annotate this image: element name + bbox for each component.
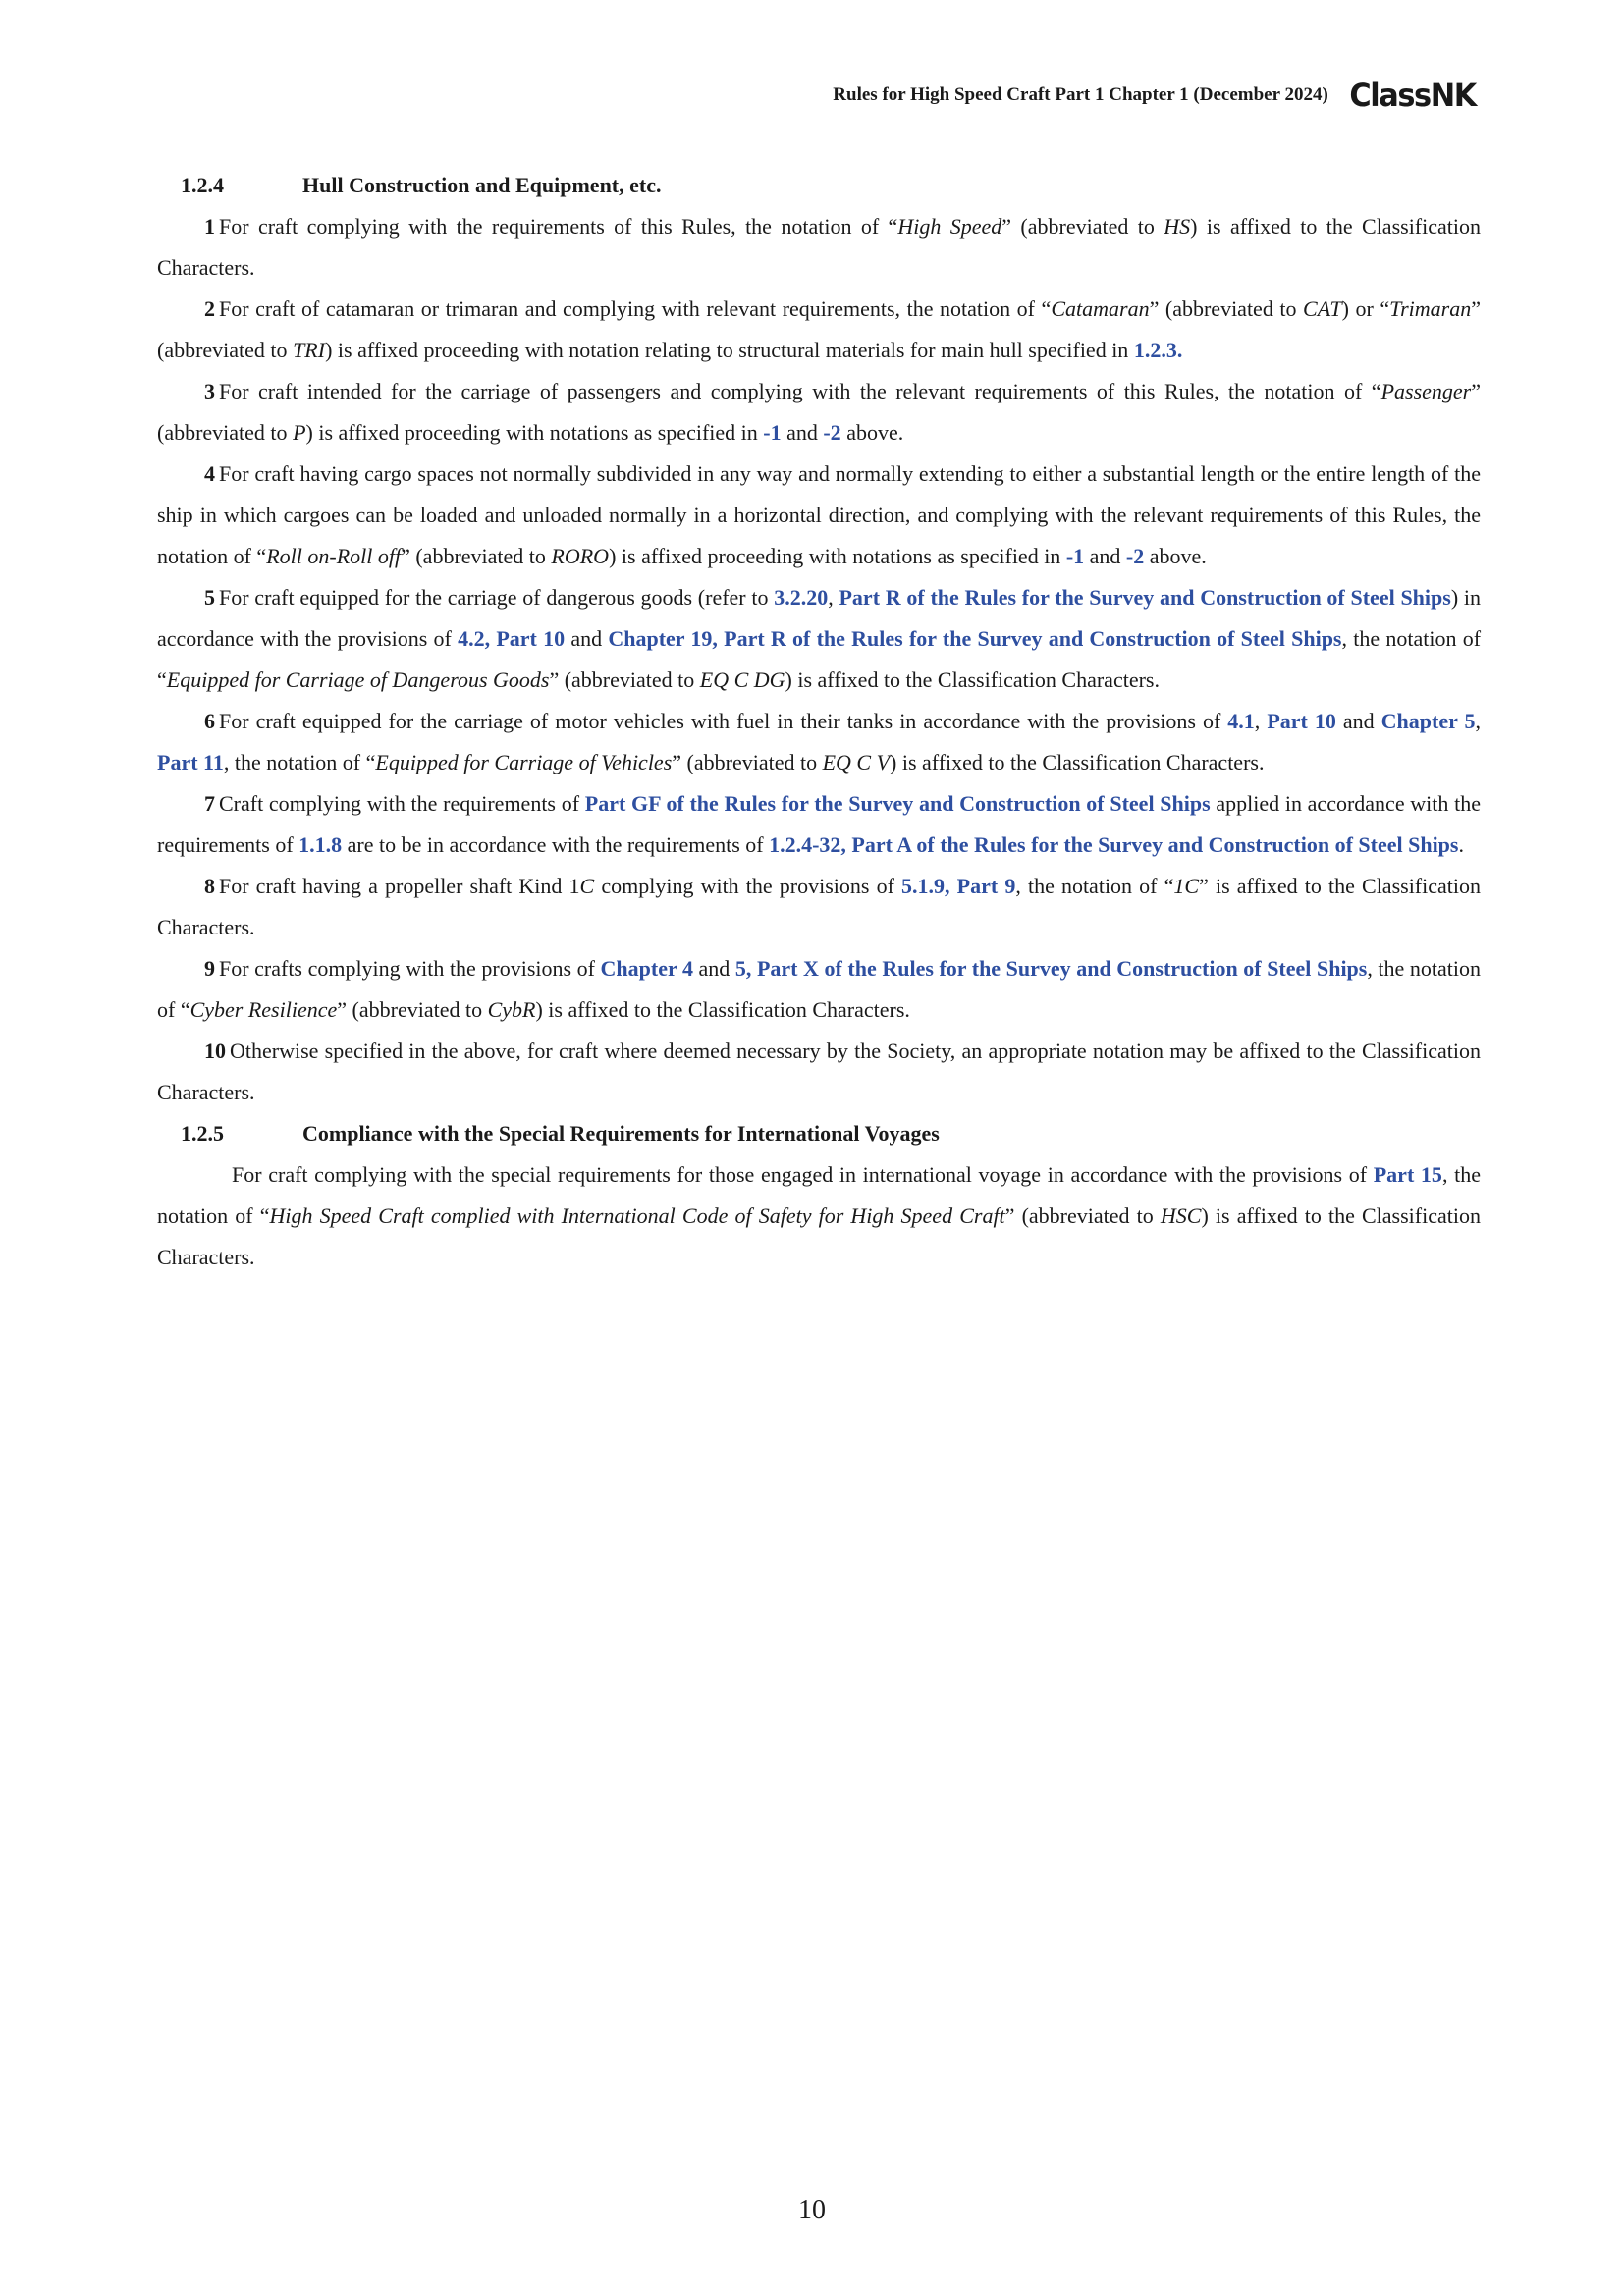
section-title: Hull Construction and Equipment, etc.	[302, 173, 662, 197]
text: Craft complying with the requirements of	[219, 791, 585, 816]
paragraph-1-2-5	[157, 1154, 1481, 1278]
notation-abbr: EQ C DG	[699, 667, 785, 692]
text: ” (abbreviated to	[549, 667, 700, 692]
text: , the notation of “	[157, 1162, 1481, 1228]
cross-reference-link[interactable]: Part R of the Rules for the Survey and Construction of Steel Ships	[839, 585, 1451, 610]
page-number: 10	[798, 2195, 826, 2225]
text: complying with the provisions of	[594, 874, 902, 898]
notation-abbr: TRI	[293, 338, 326, 362]
text: For craft equipped for the carriage of dangerous goods (refer to	[219, 585, 775, 610]
text: ) is affixed to the Classification Characters.	[157, 1203, 1481, 1269]
cross-reference-link[interactable]: Part 15	[1373, 1162, 1442, 1187]
text: ) or “	[1341, 296, 1390, 321]
paragraph-number: 1	[204, 214, 215, 239]
text: ” (abbreviated to	[157, 296, 1482, 362]
text: applied in accordance with the requirements of	[157, 791, 1481, 857]
text: are to be in accordance with the requirements of	[342, 832, 770, 857]
paragraph-number: 7	[204, 791, 215, 816]
cross-reference-link[interactable]: Part 11	[157, 750, 224, 774]
section-heading-1-2-5	[181, 1113, 1481, 1154]
notation-abbr: HS	[1164, 214, 1191, 239]
notation-name: Equipped for Carriage of Dangerous Goods	[166, 667, 550, 692]
cross-reference-link[interactable]: 3.2.20	[774, 585, 829, 610]
notation-abbr: CybR	[487, 997, 536, 1022]
paragraph-5	[157, 577, 1481, 701]
text: ) is affixed proceeding with notations as specified in	[609, 544, 1066, 568]
paragraph-number: 3	[204, 379, 215, 403]
paragraph-1	[157, 206, 1481, 289]
notation-abbr: P	[293, 420, 306, 445]
text: Otherwise specified in the above, for craft where deemed necessary by the Society, an appropriate notation may be affixed to the Classification Characters.	[157, 1039, 1481, 1104]
text: For craft complying with the requirements of this Rules, the notation of “	[219, 214, 898, 239]
text: For craft intended for the carriage of passengers and complying with the relevant requirements of this Rules, the notation of “	[219, 379, 1381, 403]
paragraph-number: 2	[204, 296, 215, 321]
paragraph-2	[157, 289, 1481, 371]
text: ” is affixed to the Classification Characters.	[157, 874, 1481, 939]
paragraph-number: 6	[204, 709, 215, 733]
document-body	[157, 165, 1481, 1278]
paragraph-number: 9	[204, 956, 215, 981]
paragraph-9	[157, 948, 1481, 1031]
paragraph-7	[157, 783, 1481, 866]
text: ,	[1475, 709, 1481, 733]
section-number: 1.2.4	[181, 173, 224, 197]
text: For craft equipped for the carriage of motor vehicles with fuel in their tanks in accordance with the provisions of	[219, 709, 1228, 733]
page-header	[833, 77, 1479, 114]
notation-name: Trimaran	[1389, 296, 1472, 321]
text: and	[1335, 709, 1381, 733]
cross-reference-link[interactable]: 1.2.4-32, Part A of the Rules for the Survey and Construction of Steel Ships	[769, 832, 1459, 857]
text: .	[1458, 832, 1464, 857]
text: and	[1084, 544, 1126, 568]
text: above.	[1144, 544, 1207, 568]
classnk-logo: ClassNK	[1349, 77, 1476, 114]
text: For craft having cargo spaces not normally subdivided in any way and normally extending to either a substantial length or the entire length of the ship in which cargoes can be loaded and unloaded normally in a horizontal direction, and complying with the relevant requirements of this Rules, the notation of “	[157, 461, 1481, 568]
section-title: Compliance with the Special Requirements for International Voyages	[302, 1121, 940, 1146]
text: , the notation of “	[157, 626, 1482, 692]
text: ) is affixed to the Classification Characters.	[157, 214, 1481, 280]
notation-abbr: CAT	[1303, 296, 1342, 321]
notation-name: Passenger	[1380, 379, 1472, 403]
text: For craft having a propeller shaft Kind 1	[219, 874, 580, 898]
text: ” (abbreviated to	[337, 997, 488, 1022]
paragraph-3	[157, 371, 1481, 454]
cross-reference-link[interactable]: 1.2.3.	[1133, 338, 1183, 362]
notation-abbr: EQ C V	[822, 750, 891, 774]
paragraph-number: 8	[204, 874, 215, 898]
text: ” (abbreviated to	[1004, 1203, 1161, 1228]
cross-reference-link[interactable]: 1.1.8	[298, 832, 343, 857]
notation-name: Roll on-Roll off	[266, 544, 402, 568]
notation-name: High Speed Craft complied with International Code of Safety for High Speed Craft	[269, 1203, 1005, 1228]
text: , the notation of “	[1015, 874, 1174, 898]
notation-abbr: RORO	[551, 544, 610, 568]
cross-reference-link[interactable]: -2	[823, 420, 841, 445]
text: ) is affixed proceeding with notation relating to structural materials for main hull specified in	[325, 338, 1134, 362]
paragraph-8	[157, 866, 1481, 948]
text: For crafts complying with the provisions of	[219, 956, 601, 981]
cross-reference-link[interactable]: 5, Part X of the Rules for the Survey and Construction of Steel Ships	[734, 956, 1368, 981]
text: , the notation of “	[223, 750, 376, 774]
section-heading-1-2-4	[181, 165, 1481, 206]
cross-reference-link[interactable]: Part 10	[1267, 709, 1336, 733]
cross-reference-link[interactable]: 4.1	[1227, 709, 1255, 733]
text: above.	[840, 420, 904, 445]
cross-reference-link[interactable]: -1	[1065, 544, 1085, 568]
text: and	[692, 956, 735, 981]
italic-text: C	[579, 874, 595, 898]
notation-abbr: HSC	[1160, 1203, 1202, 1228]
text: ,	[1254, 709, 1268, 733]
cross-reference-link[interactable]: -1	[763, 420, 782, 445]
text: , the notation of “	[157, 956, 1481, 1022]
paragraph-4	[157, 454, 1481, 577]
paragraph-10	[157, 1031, 1481, 1113]
text: ” (abbreviated to	[401, 544, 552, 568]
text: and	[781, 420, 824, 445]
text: ” (abbreviated to	[1149, 296, 1304, 321]
text: ” (abbreviated to	[1001, 214, 1164, 239]
notation-name: Cyber Resilience	[189, 997, 338, 1022]
text: ) in accordance with the provisions of	[157, 585, 1482, 651]
section-number: 1.2.5	[181, 1121, 224, 1146]
text: and	[565, 626, 609, 651]
paragraph-number: 10	[204, 1039, 226, 1063]
cross-reference-link[interactable]: Chapter 19, Part R of the Rules for the Survey and Construction of Steel Ships	[608, 626, 1342, 651]
paragraph-number: 5	[204, 585, 215, 610]
text: For craft complying with the special requirements for those engaged in international voyage in accordance with the provisions of	[232, 1162, 1374, 1187]
cross-reference-link[interactable]: Chapter 5	[1380, 709, 1476, 733]
text: ) is affixed to the Classification Characters.	[785, 667, 1160, 692]
notation-name: High Speed	[897, 214, 1002, 239]
notation-name: Equipped for Carriage of Vehicles	[375, 750, 673, 774]
cross-reference-link[interactable]: -2	[1125, 544, 1145, 568]
notation-abbr: 1C	[1173, 874, 1200, 898]
cross-reference-link[interactable]: 5.1.9, Part 9	[901, 874, 1016, 898]
paragraph-number: 4	[204, 461, 215, 486]
text: For craft of catamaran or trimaran and complying with relevant requirements, the notation of “	[219, 296, 1052, 321]
cross-reference-link[interactable]: Part GF of the Rules for the Survey and Construction of Steel Ships	[584, 791, 1211, 816]
cross-reference-link[interactable]: 4.2, Part 10	[458, 626, 566, 651]
header-title: Rules for High Speed Craft Part 1 Chapter 1 (December 2024)	[833, 84, 1328, 105]
cross-reference-link[interactable]: Chapter 4	[600, 956, 693, 981]
paragraph-6	[157, 701, 1481, 783]
text: ) is affixed proceeding with notations as specified in	[305, 420, 764, 445]
notation-name: Catamaran	[1051, 296, 1150, 321]
text: ” (abbreviated to	[672, 750, 823, 774]
text: ) is affixed to the Classification Characters.	[890, 750, 1265, 774]
text: ,	[828, 585, 839, 610]
text: ” (abbreviated to	[157, 379, 1481, 445]
text: ) is affixed to the Classification Characters.	[535, 997, 910, 1022]
